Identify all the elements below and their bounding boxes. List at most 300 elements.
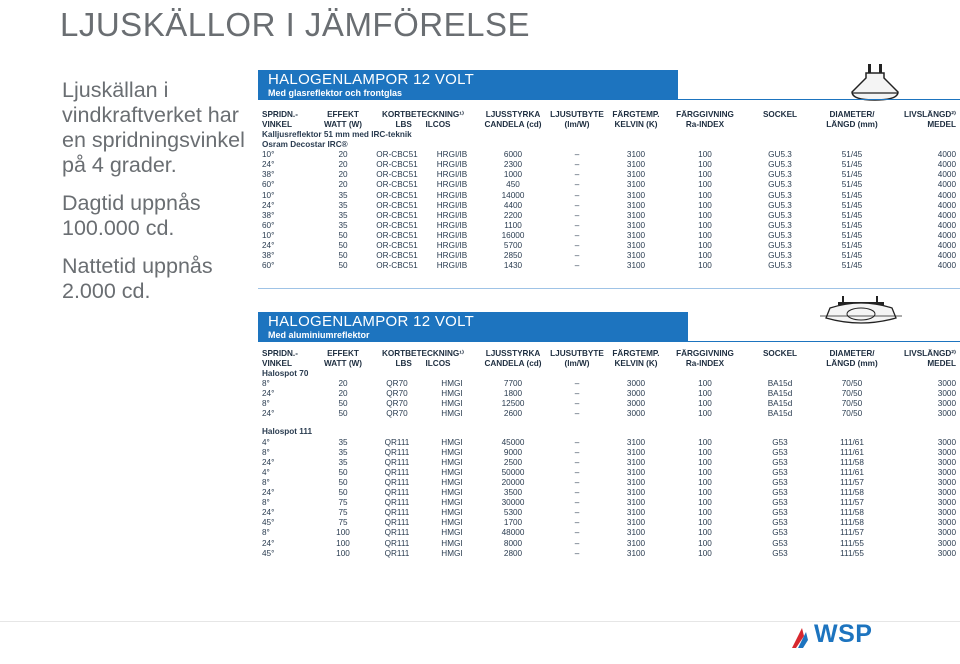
table-row [262,528,956,538]
table-cell: 100 [336,528,350,538]
table-cell: 100 [698,437,712,447]
table-cell: 3100 [626,508,646,518]
table-cell: 4000 [937,170,956,180]
table-cell: 4000 [937,220,956,230]
table-cell: 70/50 [841,409,863,419]
table-cell: 51/45 [841,241,863,251]
table-cell: 45° [262,518,275,528]
table-cell: 100 [336,538,350,548]
table-cell: BA15d [767,399,793,409]
table-cell: G53 [772,498,788,508]
table-cell: 10° [262,230,275,240]
table-cell: 4° [262,437,270,447]
table-row [262,201,956,211]
table-cell: HMGI [441,538,463,548]
table-cell: HRGI/IB [436,180,468,190]
table-cell: 50 [338,467,348,477]
table-cell: HMGI [441,437,463,447]
group-spacer [262,419,956,427]
table-cell: 3100 [626,220,646,230]
table-cell: 3100 [626,538,646,548]
table-cell: 3100 [626,477,646,487]
table-cell: 60° [262,180,275,190]
header-ljusstyrka: LJUSSTYRKA CANDELA (cd) [484,110,542,129]
header-fargtemp: FÄRGTEMP. KELVIN (K) [612,349,660,368]
table-cell: OR-CBC51 [376,200,418,210]
table-cell: GU5.3 [768,170,792,180]
table-cell: 3100 [626,200,646,210]
table-cell: 3000 [937,437,956,447]
table-cell: 5300 [503,508,523,518]
table-cell: 51/45 [841,210,863,220]
table-cell: 8° [262,528,270,538]
table-cell: 3100 [626,498,646,508]
table-cell: HMGI [441,528,463,538]
table-cell: HRGI/IB [436,170,468,180]
table-cell: BA15d [767,389,793,399]
table-cell: G53 [772,447,788,457]
table-cell: 75 [338,518,348,528]
table-cell: 38° [262,210,275,220]
table-cell: G53 [772,508,788,518]
table-cell: HMGI [441,409,463,419]
table-cell: 48000 [501,528,525,538]
table-cell: – [574,220,580,230]
table-cell: 50 [338,241,348,251]
table-cell: 10° [262,150,275,160]
table-cell: 100 [698,477,712,487]
table-cell: QR111 [384,488,410,498]
panel1-bottom-rule [258,288,960,289]
table-cell: 3000 [937,399,956,409]
table-cell: 20 [338,379,348,389]
table-cell: QR111 [384,548,410,558]
table-cell: 3100 [626,150,646,160]
table-cell: – [574,538,580,548]
table-cell: 16000 [501,230,525,240]
header-farggivning: FÄRGGIVNING Ra-INDEX [676,349,734,368]
table-cell: 3000 [937,518,956,528]
table-cell: – [574,200,580,210]
table-cell: 111/57 [840,477,864,487]
table-cell: 1700 [503,518,523,528]
table-cell: 50000 [501,467,525,477]
table-cell: 3100 [626,518,646,528]
table-cell: 24° [262,389,275,399]
panel1-title: HALOGENLAMPOR 12 VOLT [268,71,475,88]
table-cell: HRGI/IB [436,251,468,261]
panel2-rule [688,341,960,342]
left-paragraph-2: Dagtid uppnås 100.000 cd. [62,191,201,240]
table-cell: 2500 [503,457,523,467]
group-label: Halospot 70 [262,369,309,378]
table-cell: QR111 [384,467,410,477]
table-cell: 1100 [504,220,522,230]
table-cell: 3100 [626,210,646,220]
table-cell: 100 [698,399,712,409]
table-cell: 24° [262,409,275,419]
table-cell: 35 [338,447,348,457]
table-cell: 8° [262,399,270,409]
table-cell: 24° [262,200,275,210]
table-cell: 38° [262,251,275,261]
table-cell: 4000 [937,261,956,271]
table-cell: OR-CBC51 [376,190,418,200]
table-cell: 3100 [626,170,646,180]
table-cell: 100 [698,190,712,200]
table-cell: 111/55 [840,548,864,558]
table-cell: 24° [262,538,275,548]
table-cell: 8° [262,447,270,457]
table-row [262,549,956,559]
table-row [262,409,956,419]
table-row [262,211,956,221]
table-cell: 2800 [503,548,523,558]
table-cell: G53 [772,488,788,498]
table-cell: OR-CBC51 [376,160,418,170]
table-cell: – [574,409,580,419]
table-cell: 111/58 [840,488,864,498]
table-cell: 2600 [503,409,523,419]
table-cell: QR111 [384,498,410,508]
table-cell: – [574,467,580,477]
table-cell: HRGI/IB [436,190,468,200]
table-cell: 4000 [937,230,956,240]
wsp-logo-mark-icon [790,626,816,650]
table-cell: 100 [336,548,350,558]
panel2-banner [258,312,688,342]
table-cell: – [574,488,580,498]
table-cell: 50 [338,409,348,419]
table-cell: 51/45 [841,230,863,240]
table-row [262,379,956,389]
table-cell: GU5.3 [768,160,792,170]
panel2-subtitle: Med aluminiumreflektor [268,330,370,340]
table-cell: 3100 [626,437,646,447]
table-cell: 50 [338,488,348,498]
header-kortbeteckning: KORTBETECKNING¹⁾ LBS ILCOS [381,110,465,129]
table-cell: – [574,477,580,487]
table-cell: OR-CBC51 [376,241,418,251]
table-cell: 60° [262,220,275,230]
header-effekt: EFFEKT WATT (W) [323,349,363,368]
group-heading [262,427,956,437]
table-cell: 3100 [626,467,646,477]
table-cell: BA15d [767,409,793,419]
table-row [262,438,956,448]
table-cell: 100 [698,409,712,419]
table-row [262,399,956,409]
table-cell: 20 [338,150,348,160]
table-cell: 70/50 [841,379,863,389]
table-cell: GU5.3 [768,230,792,240]
header-fargtemp: FÄRGTEMP. KELVIN (K) [612,110,660,129]
table-cell: QR70 [386,379,408,389]
header-ljusstyrka: LJUSSTYRKA CANDELA (cd) [484,349,542,368]
table-cell: 100 [698,457,712,467]
group-label: Halospot 111 [262,427,313,437]
table-cell: 100 [698,467,712,477]
table-cell: 3100 [626,241,646,251]
table-cell: 111/58 [840,518,864,528]
table-cell: 50 [338,251,348,261]
table-cell: 4° [262,467,270,477]
table-cell: QR111 [384,508,410,518]
table-cell: 35 [338,190,348,200]
table-cell: 100 [698,230,712,240]
table-cell: 3000 [937,447,956,457]
table-cell: 3000 [937,477,956,487]
table-cell: OR-CBC51 [376,220,418,230]
table-cell: HRGI/IB [436,200,468,210]
table-cell: GU5.3 [768,220,792,230]
panel1-table [262,110,956,271]
table-cell: 100 [698,498,712,508]
table-cell: 3100 [626,548,646,558]
header-kortbeteckning: KORTBETECKNING¹⁾ LBS ILCOS [381,349,465,368]
table-cell: 111/58 [840,508,864,518]
table-cell: QR111 [384,457,410,467]
table-cell: QR111 [384,518,410,528]
group-heading [262,130,956,140]
table-cell: 51/45 [841,160,863,170]
table-cell: G53 [772,457,788,467]
header-spridnvinkel: SPRIDN.- VINKEL [262,349,298,368]
table-cell: 111/57 [840,498,864,508]
table-cell: 3000 [626,389,646,399]
table-cell: 3000 [937,409,956,419]
table-cell: – [574,498,580,508]
table-row [262,518,956,528]
table-row [262,508,956,518]
table-cell: 3100 [626,488,646,498]
table-cell: 8° [262,498,270,508]
table-cell: 3500 [503,488,523,498]
table-cell: 35 [338,200,348,210]
table-cell: 3100 [626,180,646,190]
table-row [262,478,956,488]
table-cell: 50 [338,261,348,271]
table-cell: 3000 [626,409,646,419]
table-cell: 3100 [626,160,646,170]
table-cell: HMGI [441,488,463,498]
table-row [262,241,956,251]
table-cell: 1800 [503,389,523,399]
table-cell: 111/57 [840,528,864,538]
table-cell: – [574,261,580,271]
table-cell: 3000 [937,379,956,389]
group-heading [262,140,956,150]
table-cell: QR70 [386,409,408,419]
table-cell: 100 [698,261,712,271]
header-effekt: EFFEKT WATT (W) [323,110,363,129]
table-cell: QR111 [384,477,410,487]
table-cell: 4000 [937,251,956,261]
table-cell: HMGI [441,389,463,399]
table-cell: 24° [262,488,275,498]
panel-glass-reflector [258,70,960,271]
table-cell: 51/45 [841,251,863,261]
header-livslangd: LIVSLÄNGD²⁾ MEDEL [903,110,956,129]
table-cell: HMGI [441,477,463,487]
table-cell: – [574,528,580,538]
table-cell: 100 [698,251,712,261]
table-cell: 100 [698,170,712,180]
table-cell: 100 [698,200,712,210]
table-cell: – [574,548,580,558]
header-sockel: SOCKEL [762,110,798,119]
table-row [262,448,956,458]
table-cell: – [574,437,580,447]
table-cell: 111/61 [840,447,864,457]
spacer-cell [262,419,956,427]
table-cell: 5700 [503,241,523,251]
table-cell: HMGI [441,518,463,528]
panel1-rule [678,99,960,100]
table-cell: – [574,518,580,528]
group-label: Kalljusreflektor 51 mm med IRC-teknik [262,130,412,139]
table-cell: GU5.3 [768,180,792,190]
table-cell: 24° [262,241,275,251]
table-cell: 20 [338,160,348,170]
table-cell: HMGI [441,457,463,467]
table-cell: 3000 [937,508,956,518]
table-row [262,389,956,399]
table-cell: 111/61 [840,437,864,447]
table-cell: – [574,230,580,240]
table-row [262,251,956,261]
table-cell: 45° [262,548,275,558]
table-cell: GU5.3 [768,150,792,160]
table-cell: QR70 [386,389,408,399]
table-cell: OR-CBC51 [376,230,418,240]
table-cell: HMGI [441,498,463,508]
table-cell: 4000 [937,200,956,210]
table-cell: 3000 [937,457,956,467]
table-cell: HMGI [441,399,463,409]
table-cell: 3000 [626,379,646,389]
table-cell: QR70 [386,399,408,409]
table-cell: 6000 [503,150,523,160]
panel1-subtitle: Med glasreflektor och frontglas [268,88,403,98]
table-cell: – [574,170,580,180]
table-cell: – [574,160,580,170]
table-row [262,261,956,271]
table-cell: HMGI [441,548,463,558]
table-cell: 4000 [937,241,956,251]
group-heading [262,369,956,379]
table-cell: HRGI/IB [436,150,468,160]
table-cell: OR-CBC51 [376,170,418,180]
table-cell: 51/45 [841,220,863,230]
table-row [262,231,956,241]
table-cell: 24° [262,457,275,467]
table-cell: 100 [698,160,712,170]
panel2-header-row [262,349,956,369]
table-cell: QR111 [384,447,410,457]
table-cell: G53 [772,538,788,548]
table-row [262,488,956,498]
table-cell: OR-CBC51 [376,261,418,271]
table-cell: 3100 [626,251,646,261]
table-cell: HMGI [441,379,463,389]
panel1-banner [258,70,678,100]
table-cell: 3000 [937,488,956,498]
table-row [262,180,956,190]
table-cell: 50 [338,399,348,409]
table-cell: G53 [772,518,788,528]
header-diameter: DIAMETER/ LÄNGD (mm) [826,110,878,129]
table-cell: 2850 [503,251,523,261]
table-cell: 3100 [626,447,646,457]
table-cell: 45000 [501,437,525,447]
table-cell: 3000 [937,498,956,508]
table-cell: HRGI/IB [436,210,468,220]
table-cell: 4000 [937,150,956,160]
table-cell: HRGI/IB [436,230,468,240]
header-spridnvinkel: SPRIDN.- VINKEL [262,110,298,129]
table-cell: QR111 [384,528,410,538]
table-cell: 111/55 [840,538,864,548]
table-cell: 35 [338,210,348,220]
table-cell: – [574,447,580,457]
table-cell: G53 [772,477,788,487]
table-cell: – [574,251,580,261]
table-cell: 38° [262,170,275,180]
table-cell: 70/50 [841,389,863,399]
left-text [62,78,257,317]
table-cell: 4000 [937,190,956,200]
wsp-logo-text: WSP [814,620,873,648]
table-cell: GU5.3 [768,261,792,271]
table-cell: 7700 [503,379,523,389]
table-cell: HRGI/IB [436,241,468,251]
table-cell: 51/45 [841,170,863,180]
header-farggivning: FÄRGGIVNING Ra-INDEX [676,110,734,129]
header-diameter: DIAMETER/ LÄNGD (mm) [826,349,878,368]
table-cell: BA15d [767,379,793,389]
table-cell: 35 [338,437,348,447]
lamp-aluminium-icon [818,296,904,336]
table-cell: OR-CBC51 [376,251,418,261]
table-cell: 35 [338,457,348,467]
table-cell: HRGI/IB [436,261,468,271]
table-cell: 35 [338,220,348,230]
table-cell: 51/45 [841,190,863,200]
table-cell: 1430 [503,261,523,271]
table-cell: – [574,190,580,200]
panel2-title: HALOGENLAMPOR 12 VOLT [268,313,475,330]
panel2-table [262,349,956,559]
table-cell: 100 [698,180,712,190]
table-cell: 8° [262,477,270,487]
table-cell: 75 [338,508,348,518]
table-cell: 51/45 [841,261,863,271]
table-cell: G53 [772,437,788,447]
table-cell: OR-CBC51 [376,210,418,220]
table-cell: 51/45 [841,200,863,210]
table-cell: – [574,150,580,160]
table-cell: 3000 [937,389,956,399]
header-ljusutbyte: LJUSUTBYTE (lm/W) [550,110,604,129]
table-cell: GU5.3 [768,190,792,200]
table-cell: 51/45 [841,180,863,190]
table-cell: 100 [698,528,712,538]
table-cell: GU5.3 [768,200,792,210]
table-cell: – [574,210,580,220]
table-cell: 111/61 [840,467,864,477]
panel-aluminium-reflector [258,312,960,558]
